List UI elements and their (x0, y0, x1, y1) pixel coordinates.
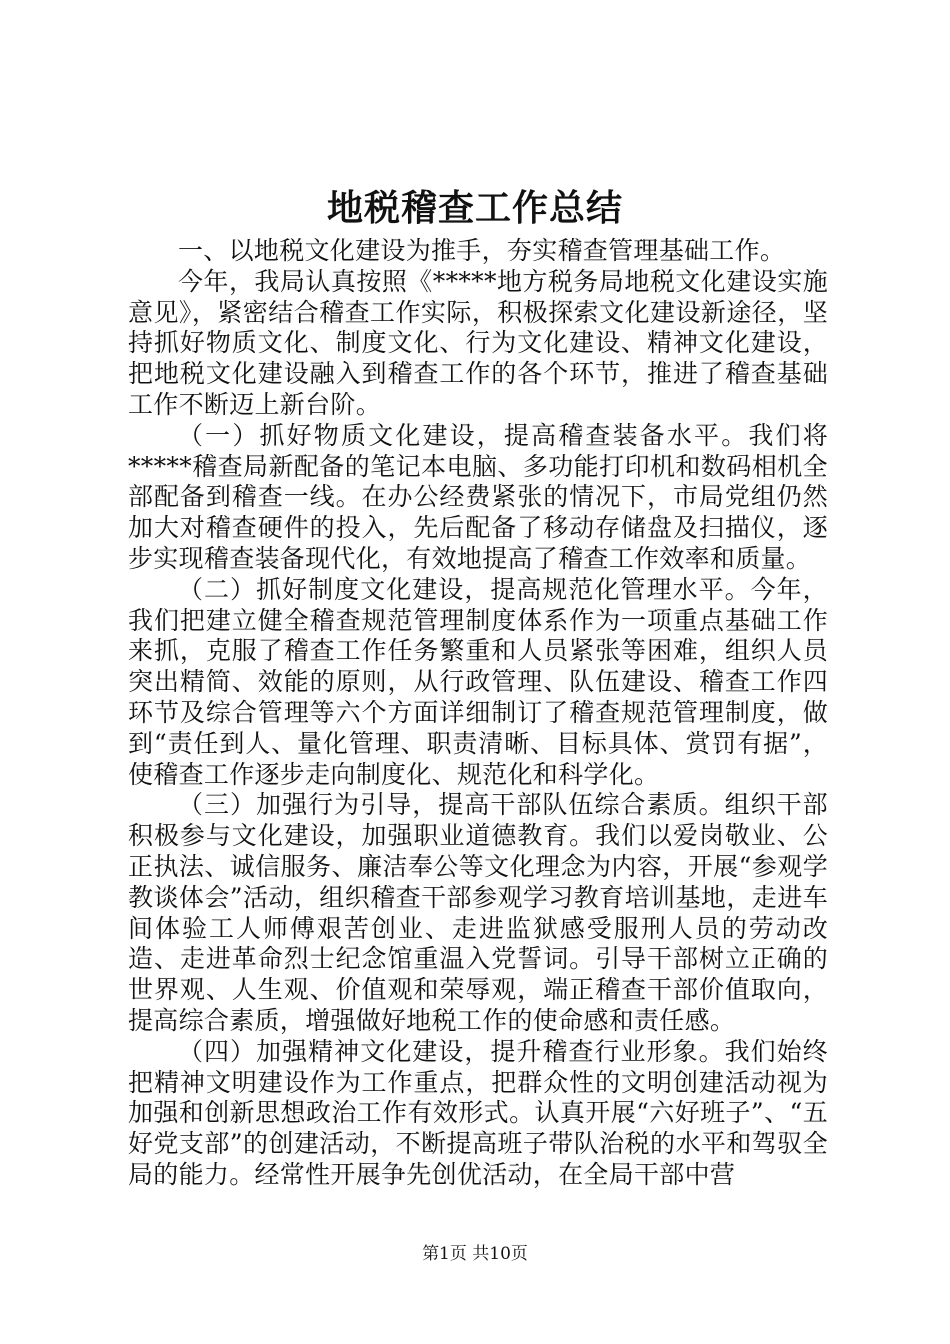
section-heading: 一、以地税文化建设为推手，夯实稽查管理基础工作。 (178, 236, 786, 265)
body-paragraph: （二）抓好制度文化建设，提高规范化管理水平。今年，我们把建立健全稽查规范管理制度体系作为一项重点基础工作来抓，克服了稽查工作任务繁重和人员紧张等困难，组织人员突出精简、效能的原则，从行政管理、队伍建设、稽查工作四环节及综合管理等六个方面详细制订了稽查规范管理制度，做到“责任到人、量化管理、职责清晰、目标具体、赏罚有据”，使稽查工作逐步走向制度化、规范化和科学化。 (128, 574, 828, 789)
body-paragraph: 今年，我局认真按照《*****地方税务局地税文化建设实施意见》，紧密结合稽查工作实际，积极探索文化建设新途径，坚持抓好物质文化、制度文化、行为文化建设、精神文化建设，把地税文化建设融入到稽查工作的各个环节，推进了稽查基础工作不断迈上新台阶。 (128, 266, 828, 419)
body-paragraph: （三）加强行为引导，提高干部队伍综合素质。组织干部积极参与文化建设，加强职业道德教育。我们以爱岗敬业、公正执法、诚信服务、廉洁奉公等文化理念为内容，开展“参观学教谈体会”活动，组织稽查干部参观学习教育培训基地，走进车间体验工人师傅艰苦创业、走进监狱感受服刑人员的劳动改造、走进革命烈士纪念馆重温入党誓词。引导干部树立正确的世界观、人生观、价值观和荣辱观，端正稽查干部价值取向，提高综合素质，增强做好地税工作的使命感和责任感。 (128, 790, 828, 1035)
body-paragraph: （四）加强精神文化建设，提升稽查行业形象。我们始终把精神文明建设作为工作重点，把群众性的文明创建活动视为加强和创新思想政治工作有效形式。认真开展“六好班子”、“五好党支部”的创建活动，不断提高班子带队治税的水平和驾驭全局的能力。经常性开展争先创优活动，在全局干部中营 (128, 1036, 828, 1189)
document-title: 地税稽查工作总结 (326, 187, 623, 229)
document-body (128, 236, 828, 1191)
body-paragraph: （一）抓好物质文化建设，提高稽查装备水平。我们将*****稽查局新配备的笔记本电脑、多功能打印机和数码相机全部配备到稽查一线。在办公经费紧张的情况下，市局党组仍然加大对稽查硬件的投入，先后配备了移动存储盘及扫描仪，逐步实现稽查装备现代化，有效地提高了稽查工作效率和质量。 (128, 420, 828, 573)
page-number-footer: 第1页 共10页 (422, 1244, 528, 1264)
